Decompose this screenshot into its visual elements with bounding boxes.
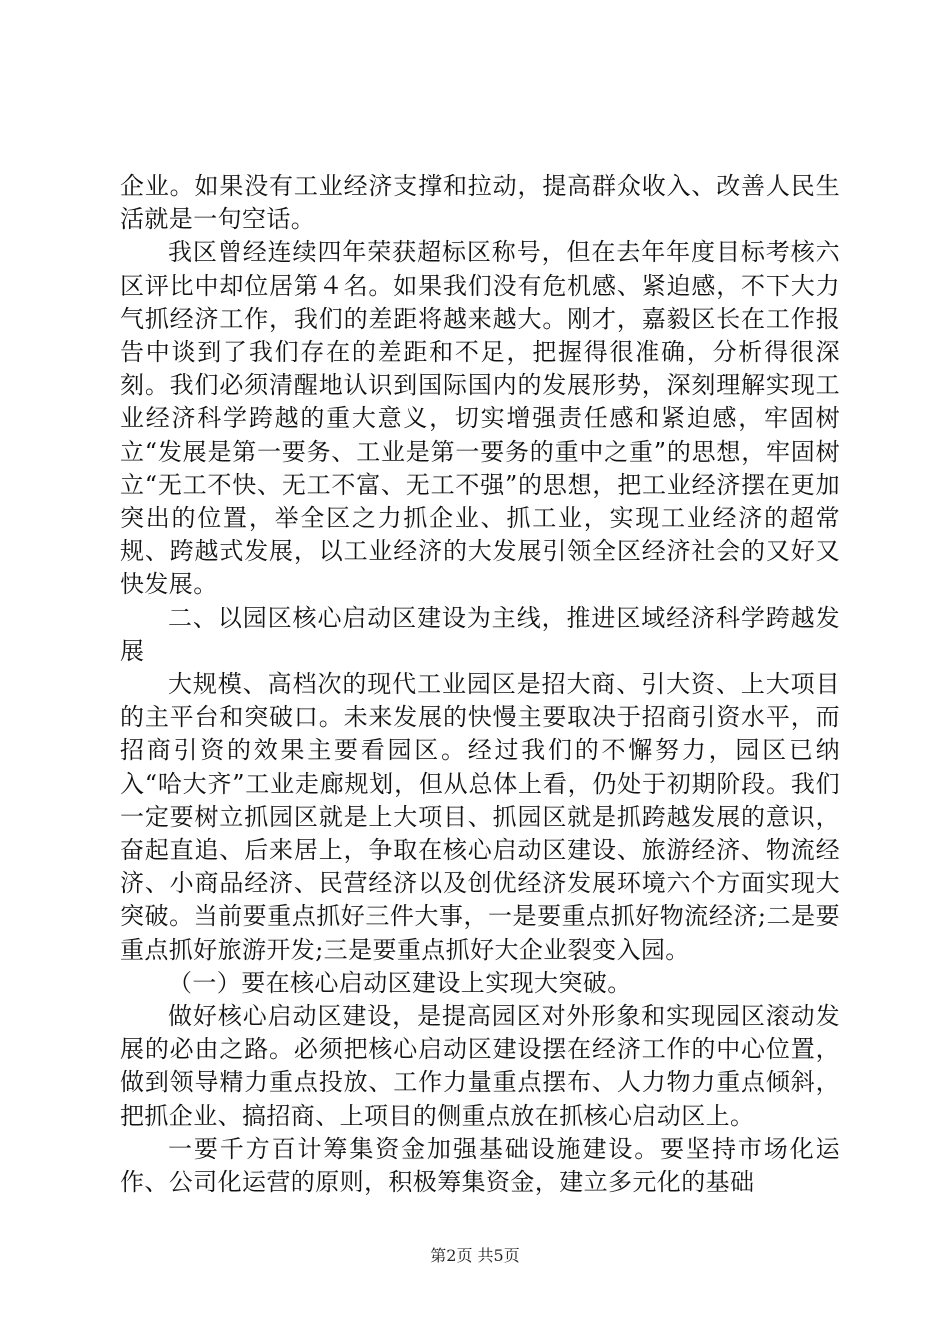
document-body (120, 170, 840, 1199)
page-footer: 第2页 共5页 (430, 1246, 520, 1265)
paragraph-core-zone: 做好核心启动区建设，是提高园区对外形象和实现园区滚动发展的必由之路。必须把核心启动区建设摆在经济工作的中心位置，做到领导精力重点投放、工作力量重点摆布、人力物力重点倾斜，把抓企业、搞招商、上项目的侧重点放在抓核心启动区上。 (120, 1002, 840, 1130)
paragraph-continuation: 企业。如果没有工业经济支撑和拉动，提高群众收入、改善人民生活就是一句空话。 (120, 172, 840, 234)
paragraph-infrastructure: 一要千方百计筹集资金加强基础设施建设。要坚持市场化运作、公司化运营的原则，积极筹集资金，建立多元化的基础 (120, 1134, 840, 1197)
section-heading-2: 二、以园区核心启动区建设为主线，推进区域经济科学跨越发展 (120, 603, 840, 665)
paragraph-industrial-park: 大规模、高档次的现代工业园区是招大商、引大资、上大项目的主平台和突破口。未来发展的快慢主要取决于招商引资水平，而招商引资的效果主要看园区。经过我们的不懈努力，园区已纳入“哈大齐”工业走廊规划，但从总体上看，仍处于初期阶段。我们一定要树立抓园区就是上大项目、抓园区就是抓跨越发展的意识，奋起直追、后来居上，争取在核心启动区建设、旅游经济、物流经济、小商品经济、民营经济以及创优经济发展环境六个方面实现大突破。当前要重点抓好三件大事，一是要重点抓好物流经济;二是要重点抓好旅游开发;三是要重点抓好大企业裂变入园。 (120, 670, 840, 964)
subsection-heading-1: （一）要在核心启动区建设上实现大突破。 (168, 968, 632, 997)
paragraph-district-ranking: 我区曾经连续四年荣获超标区称号，但在去年年度目标考核六区评比中却位居第４名。如果我们没有危机感、紧迫感，不下大力气抓经济工作，我们的差距将越来越大。刚才，嘉毅区长在工作报告中谈到了我们存在的差距和不足，把握得很准确，分析得很深刻。我们必须清醒地认识到国际国内的发展形势，深刻理解实现工业经济科学跨越的重大意义，切实增强责任感和紧迫感，牢固树立“发展是第一要务、工业是第一要务的重中之重”的思想，牢固树立“无工不快、无工不富、无工不强”的思想，把工业经济摆在更加突出的位置，举全区之力抓企业、抓工业，实现工业经济的超常规、跨越式发展，以工业经济的大发展引领全区经济社会的又好又快发展。 (120, 238, 840, 599)
